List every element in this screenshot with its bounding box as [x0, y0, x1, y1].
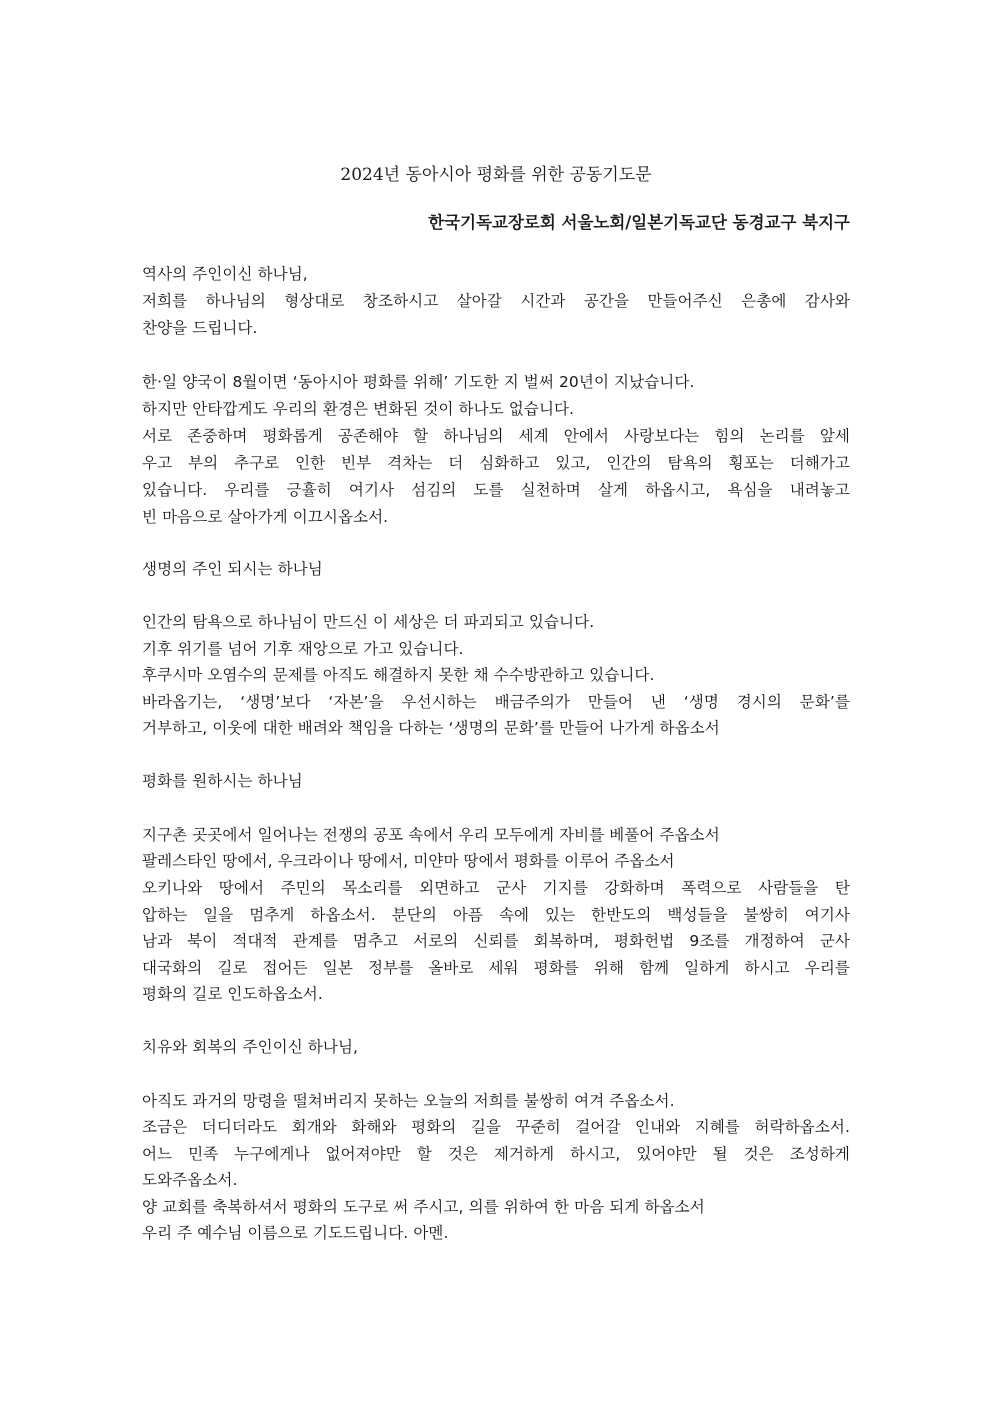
body-line: 양 교회를 축복하셔서 평화의 도구로 써 주시고, 의를 위하여 한 마음 되게 하옵소서	[142, 1198, 705, 1216]
body-line: 생명의 주인 되시는 하나님	[142, 560, 323, 578]
body-line: 서로 존중하며 평화롭게 공존해야 할 하나님의 세계 안에서 사랑보다는 힘의 논리를 앞세	[142, 427, 850, 445]
body-line: 있습니다. 우리를 긍휼히 여기사 섬김의 도를 실천하며 살게 하옵시고, 욕심을 내려놓고	[142, 481, 850, 499]
body-line: 우고 부의 추구로 인한 빈부 격차는 더 심화하고 있고, 인간의 탐욕의 횡포는 더해가고	[142, 454, 850, 472]
body-line: 오키나와 땅에서 주민의 목소리를 외면하고 군사 기지를 강화하며 폭력으로 사람들을 탄	[142, 879, 850, 897]
body-line: 도와주옵소서.	[142, 1171, 238, 1189]
body-line: 우리 주 예수님 이름으로 기도드립니다. 아멘.	[142, 1224, 449, 1242]
body-line: 후쿠시마 오염수의 문제를 아직도 해결하지 못한 채 수수방관하고 있습니다.	[142, 666, 655, 684]
body-line: 남과 북이 적대적 관계를 멈추고 서로의 신뢰를 회복하며, 평화헌법 9조를 개정하여 군사	[142, 932, 850, 950]
body-line: 한·일 양국이 8월이면 ‘동아시아 평화를 위해’ 기도한 지 벌써 20년이 지났습니다.	[142, 373, 695, 391]
document-title: 2024년 동아시아 평화를 위한 공동기도문	[340, 165, 652, 185]
body-line: 저희를 하나님의 형상대로 창조하시고 살아갈 시간과 공간을 만들어주신 은총에 감사와	[142, 292, 850, 310]
body-line: 빈 마음으로 살아가게 이끄시옵소서.	[142, 508, 389, 526]
body-line: 어느 민족 누구에게나 없어져야만 할 것은 제거하게 하시고, 있어야만 될 것은 조성하게	[142, 1145, 850, 1163]
body-line: 찬양을 드립니다.	[142, 319, 258, 337]
document-author: 한국기독교장로회 서울노회/일본기독교단 동경교구 북지구	[428, 213, 850, 232]
body-line: 압하는 일을 멈추게 하옵소서. 분단의 아픔 속에 있는 한반도의 백성들을 불쌍히 여기사	[142, 906, 850, 924]
body-line: 평화의 길로 인도하옵소서.	[142, 985, 323, 1003]
body-line: 거부하고, 이웃에 대한 배려와 책임을 다하는 ‘생명의 문화’를 만들어 나가게 하옵소서	[142, 719, 720, 737]
body-line: 하지만 안타깝게도 우리의 환경은 변화된 것이 하나도 없습니다.	[142, 400, 575, 418]
body-line: 지구촌 곳곳에서 일어나는 전쟁의 공포 속에서 우리 모두에게 자비를 베풀어 주옵소서	[142, 826, 720, 844]
body-line: 역사의 주인이신 하나님,	[142, 265, 308, 283]
body-line: 평화를 원하시는 하나님	[142, 772, 303, 790]
body-line: 대국화의 길로 접어든 일본 정부를 올바로 세워 평화를 위해 함께 일하게 하시고 우리를	[142, 959, 850, 977]
body-line: 팔레스타인 땅에서, 우크라이나 땅에서, 미얀마 땅에서 평화를 이루어 주옵소서	[142, 852, 675, 870]
body-line: 아직도 과거의 망령을 떨쳐버리지 못하는 오늘의 저희를 불쌍히 여겨 주옵소서.	[142, 1092, 675, 1110]
body-line: 기후 위기를 넘어 기후 재앙으로 가고 있습니다.	[142, 640, 464, 658]
body-line: 치유와 회복의 주인이신 하나님,	[142, 1038, 359, 1056]
body-line: 조금은 더디더라도 회개와 화해와 평화의 길을 꾸준히 걸어갈 인내와 지혜를 허락하옵소서.	[142, 1118, 850, 1136]
body-line: 바라옵기는, ‘생명’보다 ‘자본’을 우선시하는 배금주의가 만들어 낸 ‘생명 경시의 문화’를	[142, 693, 850, 711]
body-line: 인간의 탐욕으로 하나님이 만드신 이 세상은 더 파괴되고 있습니다.	[142, 613, 595, 631]
